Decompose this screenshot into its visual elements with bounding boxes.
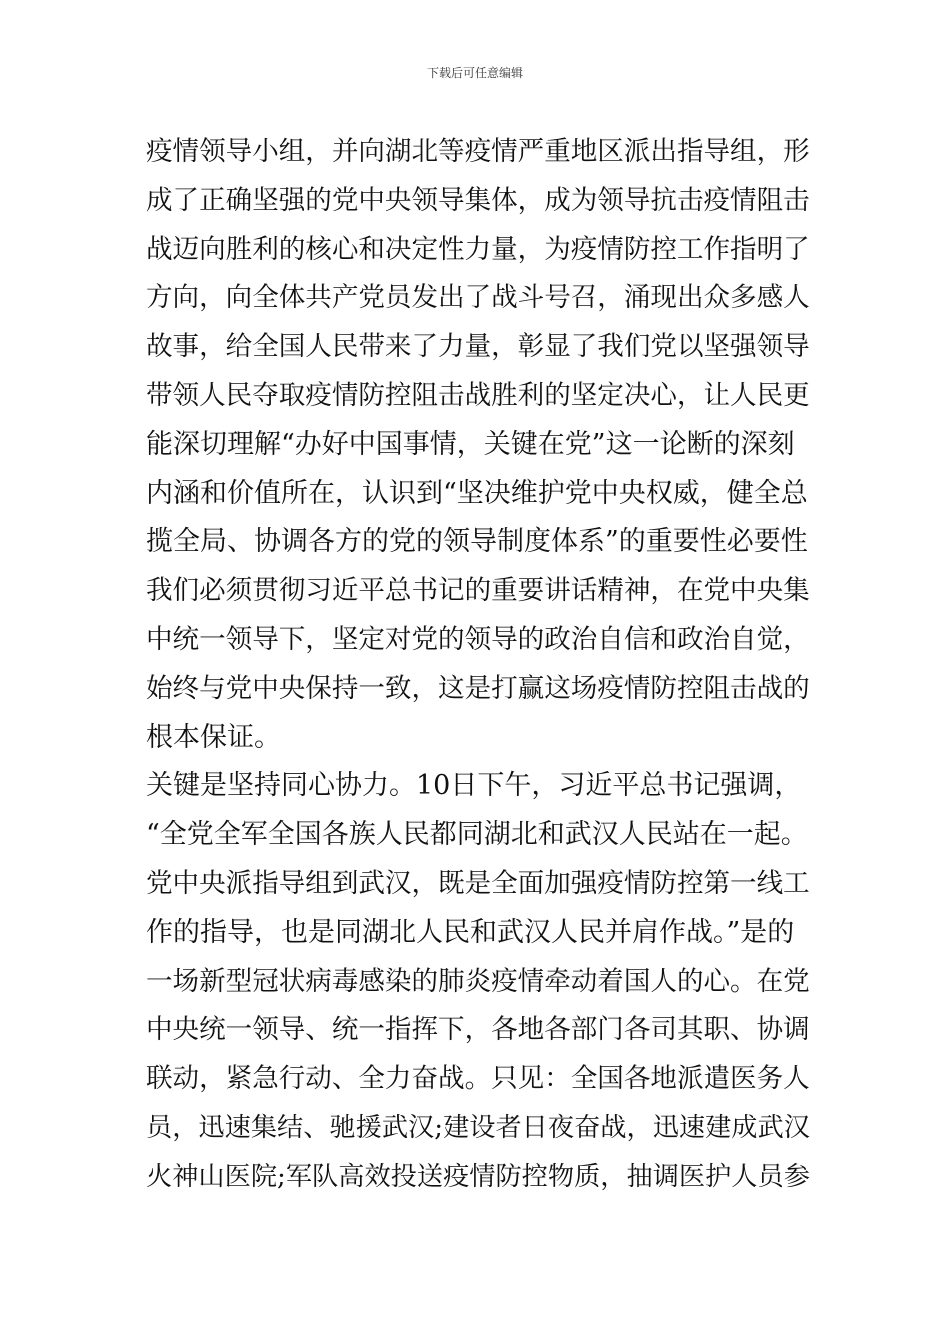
text-line: 根本保证。 bbox=[146, 721, 281, 753]
text-line: “全党全军全国各族人民都同湖北和武汉人民站在一起。 bbox=[146, 819, 808, 851]
text-line: 带领人民夺取疫情防控阻击战胜利的坚定决心，让人民更 bbox=[146, 379, 810, 411]
text-line: 战迈向胜利的核心和决定性力量，为疫情防控工作指明了 bbox=[146, 233, 810, 265]
text-line: 火神山医院;军队高效投送疫情防控物质，抽调医护人员参 bbox=[146, 1161, 810, 1192]
document-body bbox=[146, 128, 810, 1202]
text-line: 内涵和价值所在，认识到“坚决维护党中央权威，健全总 bbox=[146, 477, 808, 509]
text-line: 作的指导，也是同湖北人民和武汉人民并肩作战。”是的 bbox=[146, 916, 795, 948]
text-line: 一场新型冠状病毒感染的肺炎疫情牵动着国人的心。在党 bbox=[146, 965, 810, 997]
text-line: 中统一领导下，坚定对党的领导的政治自信和政治自觉， bbox=[146, 623, 810, 655]
text-line: 关键是坚持同心协力。10日下午，习近平总书记强调， bbox=[146, 770, 802, 802]
page-header: 下载后可任意编辑 bbox=[426, 66, 523, 80]
text-line: 联动，紧急行动、全力奋战。只见：全国各地派遣医务人 bbox=[146, 1063, 810, 1095]
text-line: 疫情领导小组，并向湖北等疫情严重地区派出指导组，形 bbox=[146, 136, 810, 167]
text-line: 揽全局、协调各方的党的领导制度体系”的重要性必要性 bbox=[146, 526, 808, 558]
text-line: 方向，向全体共产党员发出了战斗号召，涌现出众多感人 bbox=[146, 282, 810, 314]
text-line: 成了正确坚强的党中央领导集体，成为领导抗击疫情阻击 bbox=[146, 184, 810, 216]
text-line: 党中央派指导组到武汉，既是全面加强疫情防控第一线工 bbox=[146, 867, 810, 899]
text-line: 我们必须贯彻习近平总书记的重要讲话精神，在党中央集 bbox=[146, 575, 810, 607]
text-line: 始终与党中央保持一致，这是打赢这场疫情防控阻击战的 bbox=[146, 672, 810, 704]
text-line: 员，迅速集结、驰援武汉;建设者日夜奋战，迅速建成武汉 bbox=[146, 1112, 810, 1143]
text-line: 中央统一领导、统一指挥下，各地各部门各司其职、协调 bbox=[146, 1014, 810, 1046]
text-line: 故事，给全国人民带来了力量，彰显了我们党以坚强领导 bbox=[146, 331, 810, 363]
text-line: 能深切理解“办好中国事情，关键在党”这一论断的深刻 bbox=[146, 428, 795, 460]
